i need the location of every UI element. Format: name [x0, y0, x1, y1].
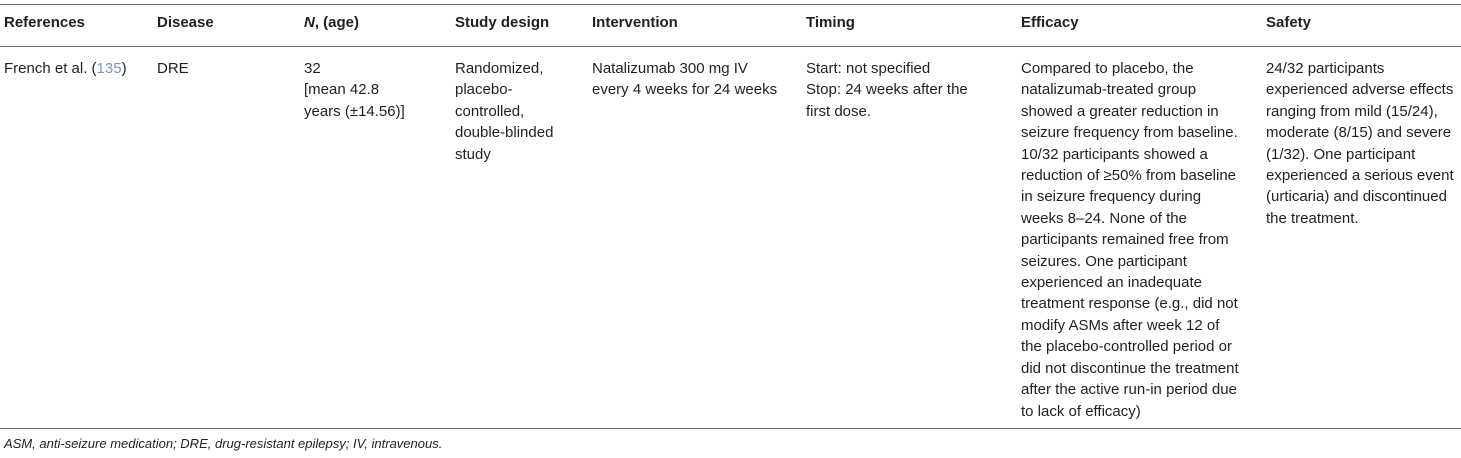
- table-footnote: ASM, anti-seizure medication; DRE, drug-resistant epilepsy; IV, intravenous.: [4, 436, 443, 451]
- cell-n-age: 32 [mean 42.8 years (±14.56)]: [304, 60, 405, 120]
- header-references: References: [4, 14, 85, 31]
- header-efficacy: Efficacy: [1021, 14, 1079, 31]
- header-n-rest: , (age): [314, 14, 360, 31]
- header-bottom-rule: [0, 46, 1461, 47]
- cell-study-design: Randomized, placebo- controlled, double-blinded study: [455, 60, 554, 163]
- cell-intervention: Natalizumab 300 mg IV every 4 weeks for 24 weeks: [592, 60, 778, 99]
- table-top-rule: [0, 4, 1461, 5]
- header-safety: Safety: [1266, 14, 1312, 31]
- cell-efficacy: Compared to placebo, the natalizumab-treated group showed a greater reduction in seizure frequency from baseline. 10/32 participants showed a reduction of ≥50% from baseline in seizure frequency during weeks 8–24. None of the participants remained free from seizures. One participant experienced an inadequate treatment response (e.g., did not modify ASMs after week 12 of the placebo-controlled period or did not discontinue the treatment after the active run-in period due to lack of efficacy): [1021, 60, 1239, 420]
- cell-reference: [4, 58, 127, 79]
- header-timing: Timing: [806, 14, 855, 31]
- table-bottom-rule: [0, 428, 1461, 429]
- reference-citation-link[interactable]: 135: [96, 60, 122, 77]
- header-study-design: Study design: [455, 14, 550, 31]
- cell-safety: 24/32 participants experienced adverse effects ranging from mild (15/24), moderate (8/15) and severe (1/32). One participant experienced a serious event (urticaria) and discontinued the treatment.: [1266, 60, 1454, 227]
- reference-author: French et al. (: [4, 60, 97, 77]
- header-n-age: [304, 13, 359, 33]
- header-intervention: Intervention: [592, 14, 678, 31]
- header-n-symbol: N: [304, 14, 315, 31]
- header-disease: Disease: [157, 14, 214, 31]
- reference-close: ): [121, 60, 127, 77]
- cell-disease: DRE: [157, 60, 189, 77]
- cell-timing: Start: not specified Stop: 24 weeks after the first dose.: [806, 60, 968, 120]
